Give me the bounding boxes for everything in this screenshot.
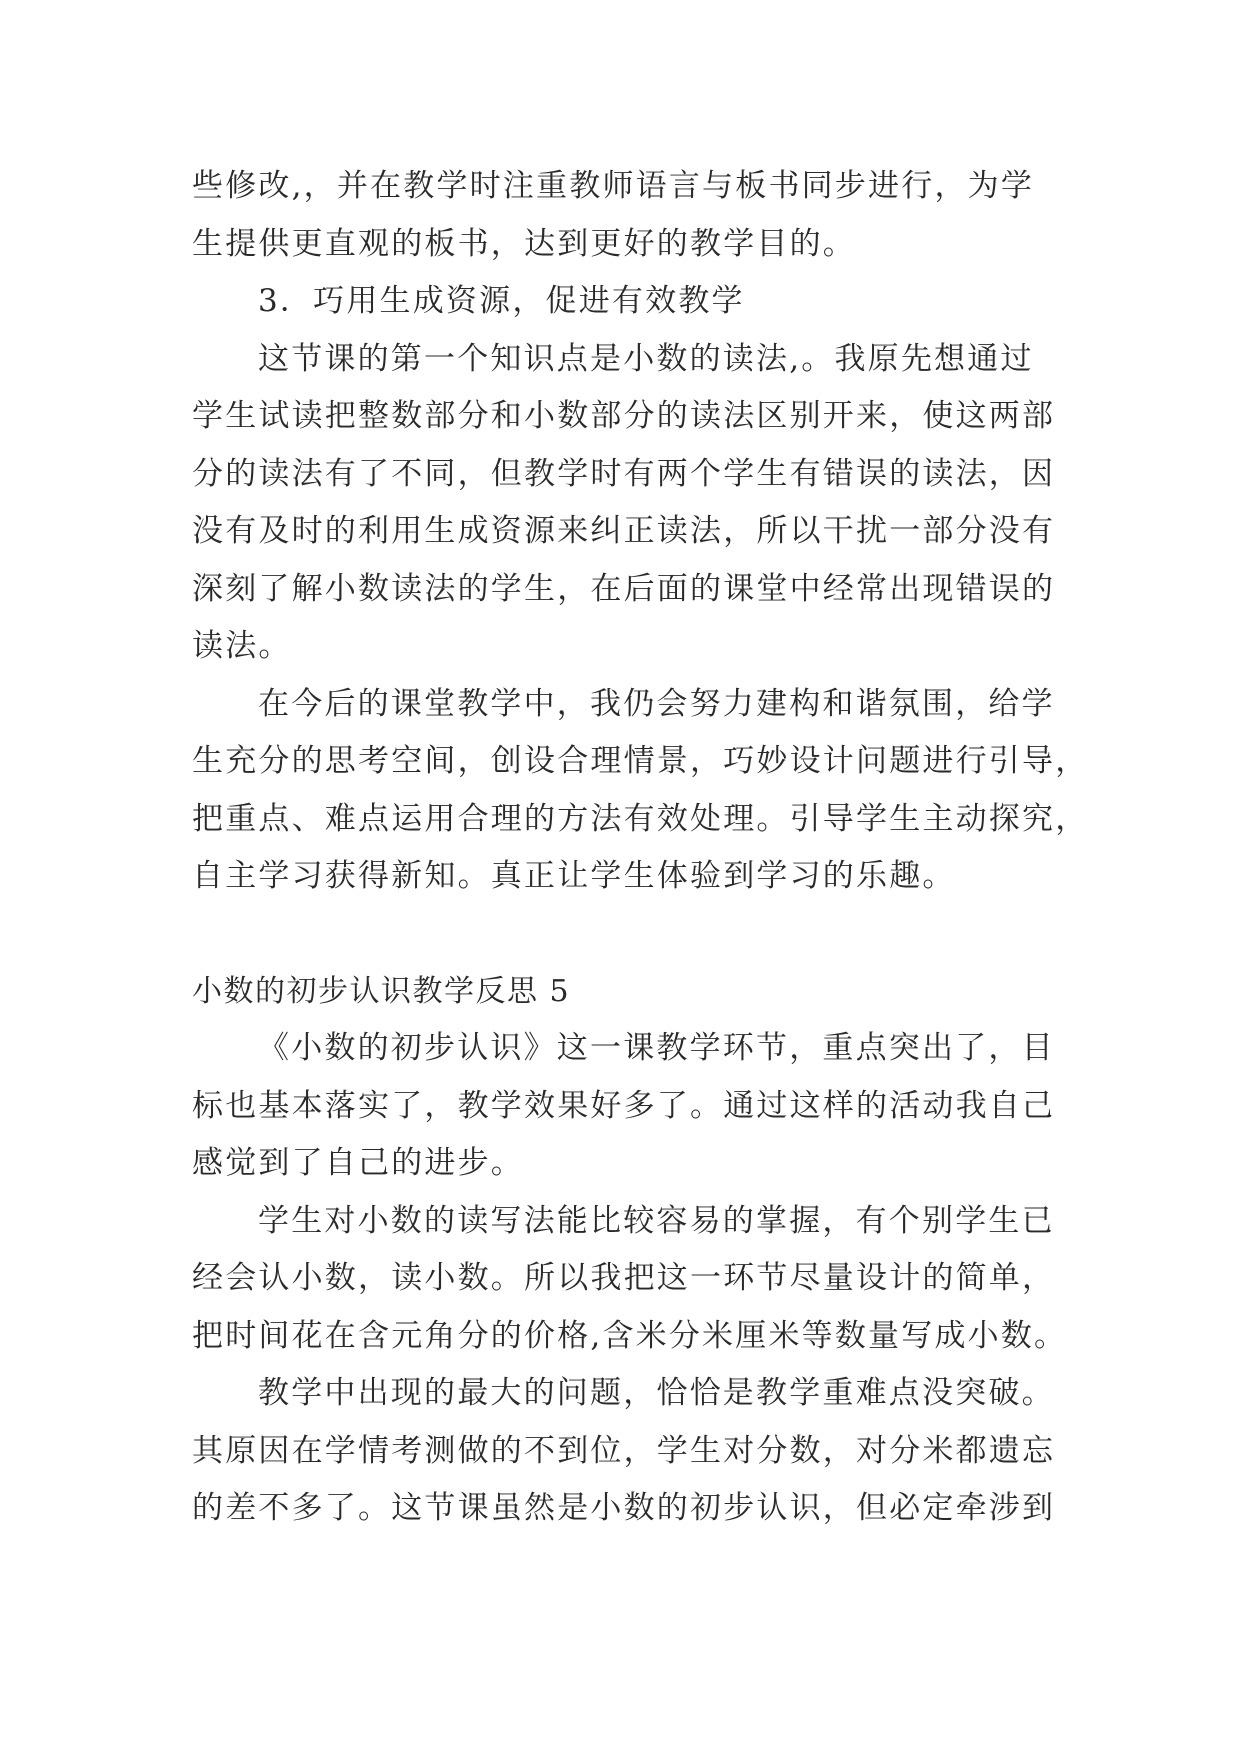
text-line: 经会认小数，读小数。所以我把这一环节尽量设计的简单， — [192, 1260, 1056, 1296]
paragraph-future-teaching — [192, 676, 1089, 906]
text-line: 没有及时的利用生成资源来纠正读法，所以干扰一部分没有 — [192, 513, 1056, 549]
paragraph-lesson-summary — [192, 1020, 1056, 1193]
section-spacer — [192, 906, 1052, 963]
text-line: 学生对小数的读写法能比较容易的掌握，有个别学生已 — [258, 1202, 1055, 1239]
text-line: 的差不多了。这节课虽然是小数的初步认识，但必定牵涉到 — [192, 1490, 1056, 1526]
paragraph-decimal-reading — [192, 331, 1056, 676]
text-line: 感觉到了自己的进步。 — [192, 1145, 524, 1181]
text-line: 生充分的思考空间，创设合理情景，巧妙设计问题进行引导， — [192, 743, 1089, 779]
text-line: 《小数的初步认识》这一课教学环节，重点突出了，目 — [258, 1030, 1055, 1066]
text-line: 读法。 — [192, 628, 292, 664]
text-line: 分的读法有了不同，但教学时有两个学生有错误的读法，因 — [192, 455, 1056, 492]
paragraph-biggest-problem — [192, 1365, 1056, 1538]
paragraph-reading-writing — [192, 1193, 1068, 1366]
section-title: 小数的初步认识教学反思 5 — [192, 973, 571, 1009]
text-line: 在今后的课堂教学中，我仍会努力建构和谐氛围，给学 — [258, 685, 1055, 722]
text-line: 生提供更直观的板书，达到更好的教学目的。 — [192, 225, 856, 262]
text-line: 教学中出现的最大的问题，恰恰是教学重难点没突破。 — [258, 1375, 1055, 1411]
subheading-generative-resources — [192, 273, 1052, 331]
text-line: 学生试读把整数部分和小数部分的读法区别开来，使这两部 — [192, 398, 1056, 434]
text-line: 深刻了解小数读法的学生，在后面的课堂中经常出现错误的 — [192, 570, 1056, 607]
text-line: 把时间花在含元角分的价格,含米分米厘米等数量写成小数。 — [192, 1317, 1068, 1354]
text-line: 些修改,，并在教学时注重教师语言与板书同步进行，为学 — [192, 168, 1035, 204]
text-line: 标也基本落实了，教学效果好多了。通过这样的活动我自己 — [192, 1087, 1056, 1124]
paragraph-board-writing — [192, 158, 1052, 273]
text-line: 自主学习获得新知。真正让学生体验到学习的乐趣。 — [192, 858, 956, 894]
text-line: 把重点、难点运用合理的方法有效处理。引导学生主动探究， — [192, 800, 1089, 837]
subheading-text: 3．巧用生成资源，促进有效教学 — [258, 283, 745, 319]
text-line: 这节课的第一个知识点是小数的读法,。我原先想通过 — [258, 340, 1034, 377]
text-line: 其原因在学情考测做的不到位，学生对分数，对分米都遗忘 — [192, 1432, 1056, 1469]
document-page — [192, 158, 1089, 1538]
